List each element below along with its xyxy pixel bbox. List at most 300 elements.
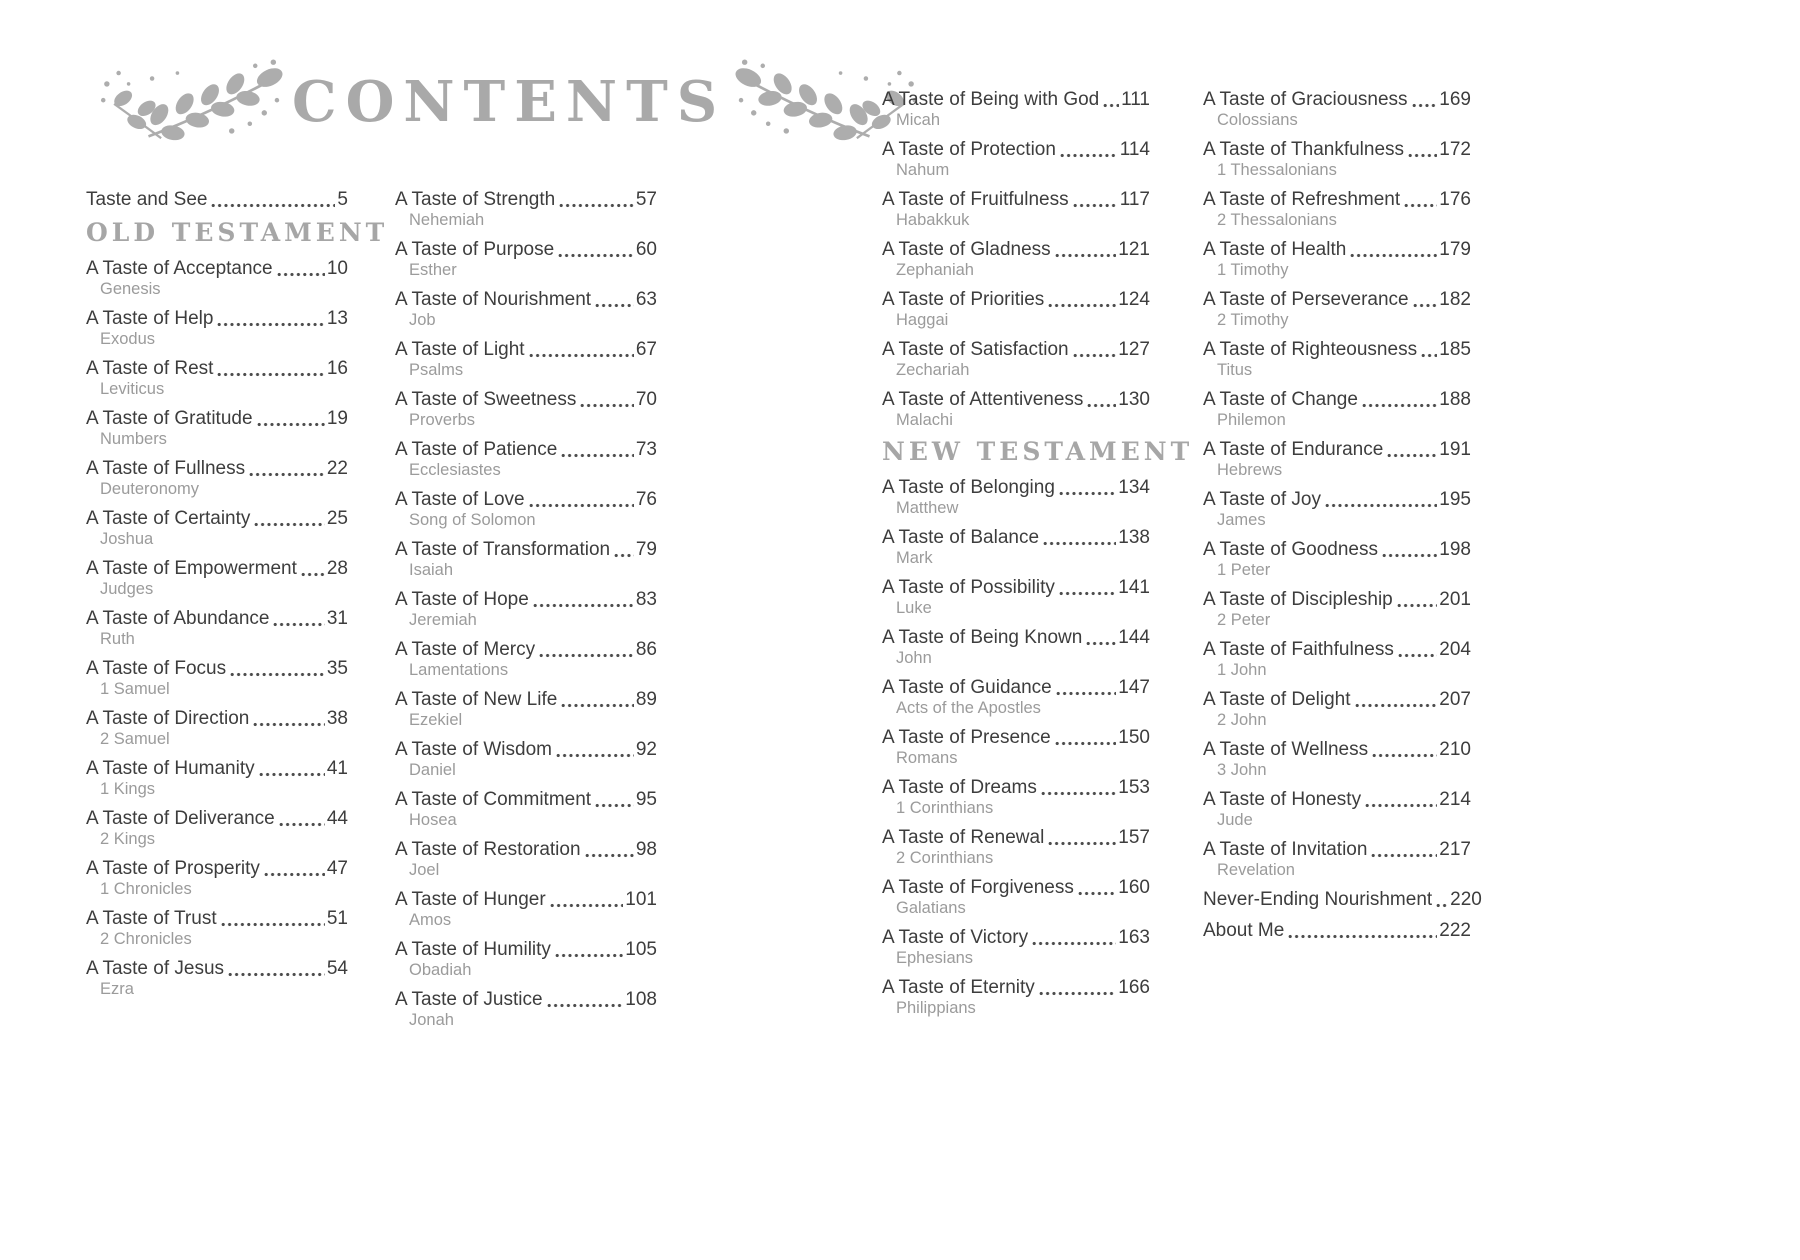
entry-title: A Taste of Being Known [882,626,1083,648]
dot-leader [529,353,634,358]
entry-page-number: 25 [326,507,348,529]
entry-page-number: 207 [1439,689,1471,710]
dot-leader [211,203,335,208]
entry-page-number: 220 [1450,889,1482,910]
toc-entry [86,557,348,599]
entry-title: A Taste of Discipleship [1203,589,1393,610]
entry-line [395,838,657,861]
dot-leader [253,722,325,727]
entry-line [86,557,348,580]
contents-header [96,52,922,152]
toc-entry [1203,388,1471,430]
entry-line [882,626,1150,649]
entry-title: A Taste of Commitment [395,789,592,810]
entry-page-number: 191 [1439,439,1471,460]
toc-entry [395,688,657,730]
entry-line [86,457,348,480]
toc-entry [1203,888,1482,911]
entry-title: A Taste of Justice [395,989,543,1010]
entry-line [1203,138,1471,161]
entry-line [1203,738,1471,761]
entry-page-number: 147 [1118,676,1150,698]
entry-book: Zephaniah [896,261,974,279]
toc-entry [395,588,657,630]
toc-entry [882,726,1150,768]
entry-line [86,507,348,530]
entry-title: A Taste of Nourishment [395,289,592,310]
dot-leader [1041,791,1116,796]
entry-book: Esther [409,261,457,279]
entry-page-number: 5 [337,189,348,210]
dot-leader [1059,491,1116,496]
entry-book: Nahum [896,161,950,179]
toc-entry [395,188,657,230]
entry-line [395,638,657,661]
toc-entry [1203,138,1471,180]
entry-title: A Taste of Humility [395,939,551,960]
entry-title: A Taste of Faithfulness [1203,639,1394,660]
entry-page-number: 57 [635,189,657,210]
dot-leader [561,703,634,708]
entry-page-number: 105 [625,939,657,960]
entry-page-number: 222 [1439,920,1471,941]
entry-title: A Taste of Trust [86,907,217,929]
entry-line [1203,638,1471,661]
entry-page-number: 121 [1118,239,1150,260]
entry-page-number: 41 [326,757,348,779]
dot-leader [556,753,634,758]
entry-title: A Taste of Priorities [882,289,1045,310]
entry-title: A Taste of Empowerment [86,557,297,579]
entry-page-number: 195 [1439,489,1471,510]
toc-entry [882,238,1150,280]
entry-page-number: 98 [635,839,657,860]
entry-page-number: 54 [326,957,348,979]
toc-entry [395,838,657,880]
toc-column-1 [86,188,389,1007]
entry-page-number: 31 [326,607,348,629]
dot-leader [217,372,324,377]
toc-entry [86,707,348,749]
entry-page-number: 179 [1439,239,1471,260]
dot-leader [1087,403,1116,408]
toc-entry [882,626,1150,668]
entry-page-number: 108 [625,989,657,1010]
dot-leader [1365,803,1437,808]
toc-entry [882,976,1150,1018]
toc-entry [395,988,657,1030]
toc-entry [86,957,348,999]
toc-entry [395,438,657,480]
dot-leader [1059,591,1116,596]
dot-leader [264,872,325,877]
entry-title: A Taste of Light [395,339,525,360]
entry-line [1203,288,1471,311]
entry-book: Song of Solomon [409,511,536,529]
entry-line [882,526,1150,549]
entry-page-number: 22 [326,457,348,479]
entry-line [882,238,1150,261]
entry-title: A Taste of Being with God [882,89,1100,110]
toc-entry [395,738,657,780]
toc-entry [882,576,1150,618]
entry-title: A Taste of Protection [882,139,1056,160]
dot-leader [1408,153,1437,158]
entry-title: A Taste of Gladness [882,239,1051,260]
entry-line [86,407,348,430]
entry-title: A Taste of Joy [1203,489,1321,510]
toc-entry [1203,588,1471,630]
dot-leader [1055,741,1117,746]
entry-page-number: 28 [326,557,348,579]
entry-page-number: 86 [635,639,657,660]
toc-entry [86,757,348,799]
entry-page-number: 83 [635,589,657,610]
entry-title: A Taste of Strength [395,189,556,210]
entry-page-number: 153 [1118,776,1150,798]
entry-book: Isaiah [409,561,454,579]
entry-title: About Me [1203,920,1285,941]
entry-line [882,876,1150,899]
entry-book: 2 Corinthians [896,848,994,867]
entry-title: A Taste of Graciousness [1203,89,1408,110]
entry-book: James [1217,511,1266,529]
entry-book: Habakkuk [896,211,970,229]
toc-entry [1203,288,1471,330]
toc-entry [395,338,657,380]
entry-line [86,807,348,830]
toc-entry [882,476,1150,518]
toc-entry [86,907,348,949]
entry-book: Lamentations [409,661,509,679]
entry-book: Jonah [409,1011,454,1029]
entry-title: A Taste of Invitation [1203,839,1368,860]
entry-title: A Taste of New Life [395,689,558,710]
toc-entry [1203,738,1471,780]
entry-title: A Taste of Satisfaction [882,339,1069,360]
entry-page-number: 214 [1439,789,1471,810]
toc-column-4 [1203,88,1482,950]
entry-page-number: 204 [1439,639,1471,660]
dot-leader [529,503,634,508]
entry-line [86,707,348,730]
toc-entry [882,88,1150,130]
entry-page-number: 144 [1118,626,1150,648]
entry-book: Zechariah [896,361,970,379]
toc-entry [882,826,1150,868]
entry-book: Romans [896,748,958,767]
entry-line [86,657,348,680]
entry-title: Taste and See [86,189,208,210]
dot-leader [1056,691,1117,696]
entry-line [882,576,1150,599]
entry-book: 3 John [1217,761,1267,779]
entry-book: Jeremiah [409,611,477,629]
entry-title: A Taste of Deliverance [86,807,275,829]
toc-entry [882,926,1150,968]
toc-entry [1203,88,1471,130]
dot-leader [1398,653,1437,658]
entry-page-number: 67 [635,339,657,360]
toc-entry [882,526,1150,568]
dot-leader [1355,703,1438,708]
page-title: CONTENTS [292,69,727,135]
entry-line [395,238,657,261]
leaf-sprig-left-icon [96,52,286,152]
entry-title: A Taste of Wellness [1203,739,1369,760]
entry-line [395,938,657,961]
toc-entry [882,338,1150,380]
dot-leader [228,972,325,977]
entry-book: Hebrews [1217,461,1283,479]
entry-book: Galatians [896,898,966,917]
dot-leader [273,622,324,627]
entry-title: A Taste of Balance [882,526,1040,548]
dot-leader [585,853,634,858]
entry-title: A Taste of Fruitfulness [882,189,1069,210]
entry-page-number: 44 [326,807,348,829]
entry-line [86,757,348,780]
entry-line [395,588,657,611]
toc-entry [86,657,348,699]
entry-line [882,338,1150,361]
entry-book: Titus [1217,361,1253,379]
entry-title: A Taste of Forgiveness [882,876,1074,898]
entry-title: A Taste of Guidance [882,676,1052,698]
entry-title: A Taste of Wisdom [395,739,552,760]
entry-title: A Taste of Goodness [1203,539,1378,560]
entry-title: A Taste of Mercy [395,639,536,660]
toc-entry [1203,238,1471,280]
entry-title: A Taste of Presence [882,726,1051,748]
entry-book: Ecclesiastes [409,461,501,479]
entry-page-number: 127 [1118,339,1150,360]
entry-page-number: 63 [635,289,657,310]
entry-page-number: 76 [635,489,657,510]
toc-entry [86,607,348,649]
toc-entry [86,807,348,849]
entry-page-number: 172 [1439,139,1471,160]
entry-page-number: 92 [635,739,657,760]
entry-page-number: 217 [1439,839,1471,860]
entry-title: A Taste of Purpose [395,239,555,260]
entry-line [882,676,1150,699]
entry-page-number: 188 [1439,389,1471,410]
entry-page-number: 176 [1439,189,1471,210]
dot-leader [539,653,634,658]
entry-title: Never-Ending Nourishment [1203,889,1433,910]
entry-line [395,888,657,911]
entry-page-number: 95 [635,789,657,810]
entry-page-number: 185 [1439,339,1471,360]
dot-leader [221,922,325,927]
entry-page-number: 182 [1439,289,1471,310]
entry-book: Matthew [896,498,959,517]
entry-book: Ezekiel [409,711,463,729]
entry-title: A Taste of Renewal [882,826,1045,848]
entry-book: Obadiah [409,961,472,979]
entry-page-number: 134 [1118,476,1150,498]
entry-book: Numbers [100,429,167,448]
toc-entry [86,357,348,399]
toc-entry [882,388,1150,430]
entry-book: 2 Peter [1217,611,1271,629]
entry-page-number: 79 [635,539,657,560]
entry-title: A Taste of Abundance [86,607,270,629]
section-heading: NEW TESTAMENT [882,437,1194,466]
entry-page-number: 124 [1118,289,1150,310]
toc-entry [1203,438,1471,480]
entry-book: Philemon [1217,411,1286,429]
toc-entry [395,488,657,530]
dot-leader [230,672,325,677]
toc-entry [1203,638,1471,680]
toc-entry [882,876,1150,918]
entry-page-number: 101 [625,889,657,910]
dot-leader [1371,853,1437,858]
entry-line [1203,488,1471,511]
toc-entry [86,307,348,349]
entry-title: A Taste of Belonging [882,476,1055,498]
entry-book: 2 Kings [100,829,156,848]
dot-leader [1032,941,1116,946]
entry-book: 2 Thessalonians [1217,211,1337,229]
entry-title: A Taste of Patience [395,439,558,460]
entry-line [1203,588,1471,611]
entry-line [86,607,348,630]
entry-line [86,257,348,280]
entry-book: Exodus [100,329,156,348]
entry-page-number: 141 [1118,576,1150,598]
entry-title: A Taste of Acceptance [86,257,273,279]
dot-leader [1362,403,1437,408]
dot-leader [217,322,324,327]
entry-title: A Taste of Certainty [86,507,251,529]
dot-leader [595,303,634,308]
dot-leader [550,903,624,908]
entry-book: Jude [1217,811,1253,829]
entry-book: 2 John [1217,711,1267,729]
toc-entry [882,138,1150,180]
dot-leader [1043,541,1116,546]
toc-entry [86,407,348,449]
entry-book: Haggai [896,311,949,329]
toc-column-2 [395,188,657,1038]
toc-entry [882,188,1150,230]
entry-page-number: 10 [326,257,348,279]
entry-line [882,388,1150,411]
toc-entry [1203,788,1471,830]
entry-book: Philippians [896,998,976,1017]
dot-leader [1073,353,1117,358]
entry-title: A Taste of Sweetness [395,389,577,410]
entry-title: A Taste of Change [1203,389,1358,410]
dot-leader [1086,641,1116,646]
entry-page-number: 13 [326,307,348,329]
entry-book: 1 Timothy [1217,261,1289,279]
entry-line [1203,388,1471,411]
entry-title: A Taste of Transformation [395,539,611,560]
entry-book: Revelation [1217,861,1295,879]
entry-page-number: 210 [1439,739,1471,760]
toc-entry [86,257,348,299]
entry-page-number: 150 [1118,726,1150,748]
entry-line [882,188,1150,211]
entry-line [882,776,1150,799]
dot-leader [279,822,325,827]
entry-book: Hosea [409,811,457,829]
entry-book: Malachi [896,411,953,429]
entry-line [882,88,1150,111]
entry-title: A Taste of Focus [86,657,227,679]
entry-book: Ezra [100,979,134,998]
toc-entry [395,238,657,280]
entry-book: 2 Chronicles [100,929,192,948]
dot-leader [277,272,325,277]
entry-line [1203,88,1471,111]
dot-leader [1078,891,1116,896]
toc-entry [1203,338,1471,380]
entry-book: Joel [409,861,440,879]
entry-line [882,976,1150,999]
entry-line [395,738,657,761]
entry-page-number: 117 [1119,189,1150,210]
entry-line [86,957,348,980]
toc-entry [1203,538,1471,580]
entry-page-number: 169 [1439,89,1471,110]
entry-book: 1 Peter [1217,561,1271,579]
entry-book: Joshua [100,529,154,548]
entry-page-number: 16 [326,357,348,379]
entry-title: A Taste of Help [86,307,214,329]
dot-leader [1382,553,1437,558]
entry-title: A Taste of Delight [1203,689,1351,710]
toc-entry [395,788,657,830]
entry-title: A Taste of Prosperity [86,857,260,879]
toc-entry [395,288,657,330]
entry-line [395,388,657,411]
entry-book: 1 John [1217,661,1267,679]
entry-book: Ruth [100,629,135,648]
toc-entry [395,888,657,930]
dot-leader [257,422,325,427]
toc-entry [882,776,1150,818]
dot-leader [1060,153,1118,158]
entry-line [395,288,657,311]
entry-book: Job [409,311,436,329]
entry-book: Micah [896,111,941,129]
entry-page-number: 163 [1118,926,1150,948]
entry-book: 2 Timothy [1217,311,1289,329]
entry-line [395,538,657,561]
dot-leader [1039,991,1117,996]
entry-book: Acts of the Apostles [896,698,1041,717]
toc-entry [1203,838,1471,880]
entry-book: Ephesians [896,948,974,967]
dot-leader [249,472,325,477]
toc-entry [1203,688,1471,730]
entry-book: Psalms [409,361,464,379]
entry-page-number: 111 [1121,89,1150,110]
toc-entry [395,638,657,680]
entry-line [86,188,348,211]
entry-title: A Taste of Endurance [1203,439,1384,460]
dot-leader [1055,253,1117,258]
entry-book: 1 Corinthians [896,798,994,817]
toc-entry [882,676,1150,718]
toc-entry [395,538,657,580]
entry-title: A Taste of Honesty [1203,789,1362,810]
